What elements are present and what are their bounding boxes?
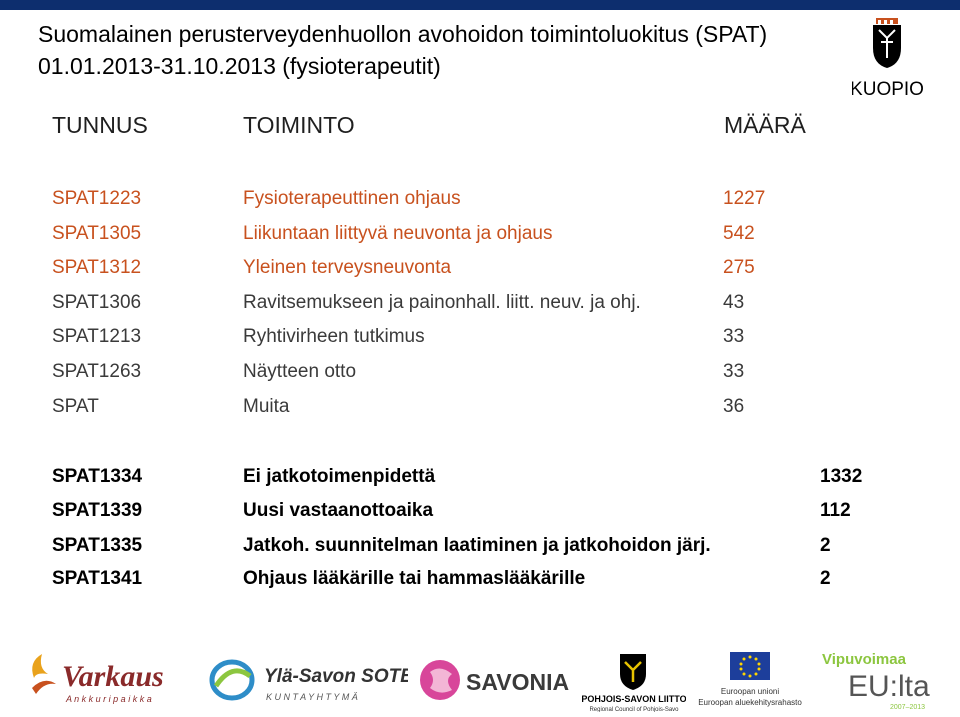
row-activity: Uusi vastaanottoaika	[243, 500, 434, 521]
row-code: SPAT1335	[52, 535, 143, 556]
row-code: SPAT1263	[52, 361, 142, 382]
ylasavon-logo	[208, 656, 408, 708]
vipuvoimaa-eulta-logo	[818, 646, 948, 714]
table-row	[0, 223, 960, 253]
row-activity: Fysioterapeuttinen ohjaus	[243, 188, 461, 209]
svg-text:Ylä-Savon SOTE: Ylä-Savon SOTE	[264, 666, 408, 687]
row-activity: Näytteen otto	[243, 361, 357, 382]
svg-text:SAVONIA: SAVONIA	[466, 669, 570, 695]
svg-text:K U N T A Y H T Y M Ä: K U N T A Y H T Y M Ä	[266, 692, 358, 702]
row-count: 275	[723, 257, 755, 278]
svg-text:POHJOIS-SAVON LIITTO: POHJOIS-SAVON LIITTO	[582, 694, 686, 704]
svg-text:Euroopan aluekehitysrahasto: Euroopan aluekehitysrahasto	[698, 698, 802, 707]
svg-text:2007–2013: 2007–2013	[890, 704, 926, 711]
row-code: SPAT1306	[52, 292, 142, 313]
table-row	[0, 188, 960, 218]
table-row	[0, 326, 960, 356]
row-code: SPAT	[52, 396, 99, 417]
row-count: 36	[723, 396, 745, 417]
row-count: 33	[723, 326, 745, 347]
row-activity: Ravitsemukseen ja painonhall. liitt. neuv. ja ohj.	[243, 292, 641, 313]
svg-text:Euroopan unioni: Euroopan unioni	[720, 687, 780, 696]
header-count: MÄÄRÄ	[724, 112, 806, 138]
svg-text:Vipuvoimaa: Vipuvoimaa	[822, 651, 906, 668]
row-activity: Ohjaus lääkärille tai hammaslääkärille	[243, 568, 586, 589]
row-count: 33	[723, 361, 745, 382]
svg-text:Regional Council of Pohjois-Sa: Regional Council of Pohjois-Savo	[589, 707, 679, 712]
page-title	[38, 18, 858, 82]
title-line-2: 01.01.2013-31.10.2013 (fysioterapeutit)	[38, 53, 441, 79]
row-code: SPAT1213	[52, 326, 142, 347]
eu-logo	[694, 650, 808, 712]
table-row	[0, 292, 960, 322]
row-activity: Muita	[243, 396, 290, 417]
varkaus-logo	[26, 648, 196, 708]
header-code: TUNNUS	[52, 112, 148, 138]
table-row	[0, 361, 960, 391]
kuopio-logo	[852, 18, 930, 100]
row-count: 1227	[723, 188, 766, 209]
row-activity: Ryhtivirheen tutkimus	[243, 326, 425, 347]
footer-logos	[0, 642, 960, 717]
row-code: SPAT1312	[52, 257, 142, 278]
row-activity: Jatkoh. suunnitelman laatiminen ja jatkohoidon järj.	[243, 535, 711, 556]
svg-text:KUOPIO: KUOPIO	[852, 79, 924, 100]
table-row	[0, 535, 960, 565]
row-count: 43	[723, 292, 745, 313]
row-activity: Liikuntaan liittyvä neuvonta ja ohjaus	[243, 223, 553, 244]
row-code: SPAT1305	[52, 223, 142, 244]
row-code: SPAT1223	[52, 188, 142, 209]
row-code: SPAT1334	[52, 466, 143, 487]
header-activity: TOIMINTO	[243, 112, 355, 138]
row-count: 1332	[820, 466, 863, 487]
row-code: SPAT1339	[52, 500, 143, 521]
table-row	[0, 568, 960, 598]
svg-text:Varkaus: Varkaus	[62, 660, 164, 693]
svg-text:A n k k u r i p a i k k a: A n k k u r i p a i k k a	[66, 694, 152, 704]
row-count: 2	[820, 535, 831, 556]
row-activity: Ei jatkotoimenpidettä	[243, 466, 436, 487]
row-count: 542	[723, 223, 755, 244]
table-row	[0, 466, 960, 496]
row-count: 2	[820, 568, 831, 589]
table-row	[0, 396, 960, 426]
row-count: 112	[820, 500, 851, 521]
row-activity: Yleinen terveysneuvonta	[243, 257, 452, 278]
savonia-logo	[418, 654, 570, 706]
table-row	[0, 500, 960, 530]
top-bar	[0, 0, 960, 10]
title-line-1: Suomalainen perusterveydenhuollon avohoidon toimintoluokitus (SPAT)	[38, 21, 768, 47]
svg-text:EU:lta: EU:lta	[848, 670, 930, 703]
row-code: SPAT1341	[52, 568, 143, 589]
table-row	[0, 257, 960, 287]
pohjois-savon-liitto-logo	[582, 652, 686, 712]
